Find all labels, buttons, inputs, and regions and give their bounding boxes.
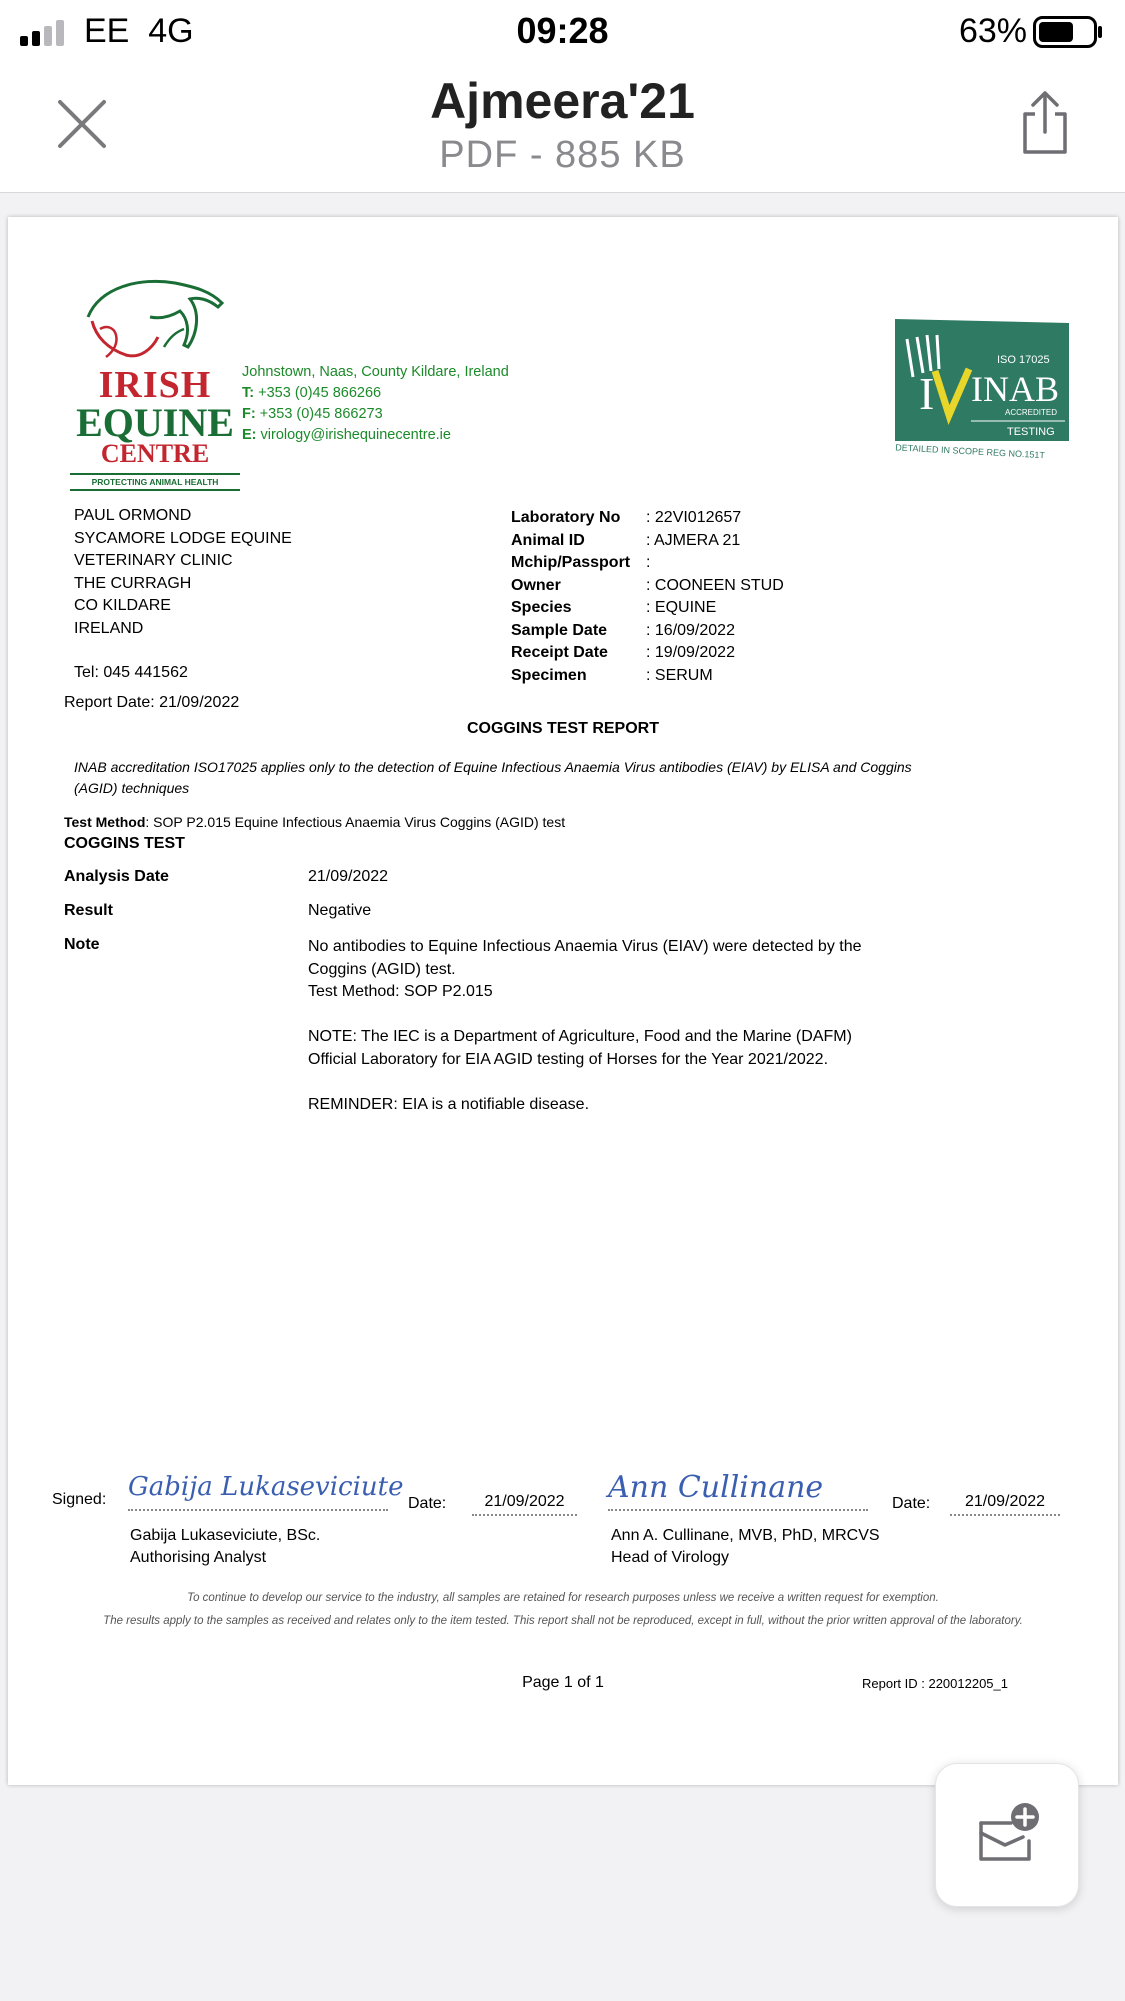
note-paragraph: No antibodies to Equine Infectious Anaemia Virus (EIAV) were detected by the Coggins (AGID) test. <box>308 938 862 978</box>
note-paragraph: Test Method: SOP P2.015 <box>308 983 493 1000</box>
test-method: Test Method: SOP P2.015 Equine Infectious Anaemia Virus Coggins (AGID) test <box>64 814 566 830</box>
pdf-page <box>8 217 1118 1785</box>
add-envelope-icon <box>973 1801 1041 1869</box>
logo-tagline: PROTECTING ANIMAL HEALTH <box>70 473 240 491</box>
svg-text:ACCREDITED: ACCREDITED <box>1005 408 1058 417</box>
inab-accreditation-logo <box>893 317 1073 467</box>
lab-row: Receipt Date : 19/09/2022 <box>511 644 735 661</box>
note-body <box>308 936 888 1139</box>
page-indicator: Page 1 of 1 <box>522 1674 604 1691</box>
lab-row: Sample Date : 16/09/2022 <box>511 621 735 639</box>
analyst-signature-date: 21/09/2022 <box>472 1493 577 1516</box>
lab-row: Laboratory No : 22VI012657 <box>511 509 742 526</box>
markup-button[interactable] <box>935 1763 1079 1907</box>
contact-address: Johnstown, Naas, County Kildare, Ireland <box>242 364 509 380</box>
note-label: Note <box>64 936 100 953</box>
svg-text:I: I <box>919 368 935 419</box>
head-name: Ann A. Cullinane, MVB, PhD, MRCVS Head of Virology <box>611 1527 880 1566</box>
contact-email: E: virology@irishequinecentre.ie <box>242 427 451 443</box>
svg-text:INAB: INAB <box>971 369 1059 409</box>
analysis-date-value: 21/09/2022 <box>308 868 389 885</box>
contact-phone: T: +353 (0)45 866266 <box>242 385 382 401</box>
battery-icon <box>1033 16 1103 48</box>
date-label: Date: <box>408 1495 447 1512</box>
svg-text:Gabija Lukaseviciute: Gabija Lukaseviciute <box>128 1472 404 1502</box>
battery-percent: 63% <box>958 12 1027 50</box>
document-title: Ajmeera'21 <box>430 73 695 129</box>
recipient-tel: Tel: 045 441562 <box>74 664 188 681</box>
address-line: THE CURRAGH <box>74 574 192 592</box>
disclaimer-retention: To continue to develop our service to the industry, all samples are retained for research purposes unless we receive a written request for exemption. <box>187 1592 939 1604</box>
lab-row: Owner : COONEEN STUD <box>511 576 784 594</box>
disclaimer-results: The results apply to the samples as received and relates only to the item tested. This report shall not be reproduced, except in full, without the prior written approval of the laboratory. <box>103 1615 1023 1627</box>
carrier-label: EE 4G <box>84 12 194 50</box>
share-icon[interactable] <box>1017 90 1073 156</box>
irish-equine-centre-logo <box>70 277 240 492</box>
result-label: Result <box>64 902 113 919</box>
svg-text:DETAILED IN SCOPE REG NO.151T: DETAILED IN SCOPE REG NO.151T <box>895 442 1046 461</box>
contact-fax: F: +353 (0)45 866273 <box>242 406 383 422</box>
signature-block <box>8 1457 1118 1597</box>
logo-text-irish: IRISH <box>98 364 212 406</box>
signature-line <box>608 1509 868 1511</box>
note-paragraph: REMINDER: EIA is a notifiable disease. <box>308 1095 590 1113</box>
report-id: Report ID : 220012205_1 <box>862 1676 1008 1691</box>
logo-text-equine: EQUINE <box>76 400 234 445</box>
address-line: PAUL ORMOND <box>74 507 192 524</box>
lab-details <box>511 507 784 687</box>
accreditation-note: INAB accreditation ISO17025 applies only to the detection of Equine Infectious Anaemia Virus antibodies (EIAV) by ELISA and Coggins (AGID) techniques <box>74 759 912 796</box>
lab-row: Specimen : SERUM <box>511 666 713 684</box>
test-heading: COGGINS TEST <box>64 835 185 852</box>
analyst-signature <box>128 1457 404 1509</box>
report-date: Report Date: 21/09/2022 <box>64 694 240 711</box>
signed-label: Signed: <box>52 1491 107 1508</box>
document-header <box>0 62 1125 193</box>
address-line: CO KILDARE <box>74 597 171 614</box>
svg-text:ISO 17025: ISO 17025 <box>997 354 1050 366</box>
analysis-date-label: Analysis Date <box>64 868 169 885</box>
lab-row: Mchip/Passport : <box>511 554 651 571</box>
note-paragraph: NOTE: The IEC is a Department of Agriculture, Food and the Marine (DAFM) Official Laboratory for EIA AGID testing of Horses for the Year 2021/2022. <box>308 1028 852 1068</box>
date-label: Date: <box>892 1495 931 1512</box>
svg-text:Ann Cullinane: Ann Cullinane <box>608 1470 824 1505</box>
address-line: VETERINARY CLINIC <box>74 552 233 569</box>
address-line: SYCAMORE LODGE EQUINE <box>74 529 292 547</box>
document-subtitle: PDF - 885 KB <box>439 134 686 176</box>
clock: 09:28 <box>516 10 609 51</box>
status-bar <box>0 0 1125 62</box>
address-line: IRELAND <box>74 619 144 637</box>
lab-row: Species : EQUINE <box>511 599 717 616</box>
result-value: Negative <box>308 902 372 919</box>
contact-details <box>242 362 509 446</box>
recipient-address <box>74 505 292 640</box>
report-title: COGGINS TEST REPORT <box>466 720 659 737</box>
logo-text-centre: CENTRE <box>100 439 210 468</box>
signature-line <box>128 1509 388 1511</box>
svg-text:TESTING: TESTING <box>1007 426 1055 438</box>
head-signature-date: 21/09/2022 <box>950 1493 1060 1516</box>
head-virology-signature <box>608 1457 838 1509</box>
lab-row: Animal ID : AJMERA 21 <box>511 531 741 549</box>
analyst-name: Gabija Lukaseviciute, BSc. Authorising Analyst <box>130 1527 321 1566</box>
horse-logo-icon <box>80 277 230 367</box>
